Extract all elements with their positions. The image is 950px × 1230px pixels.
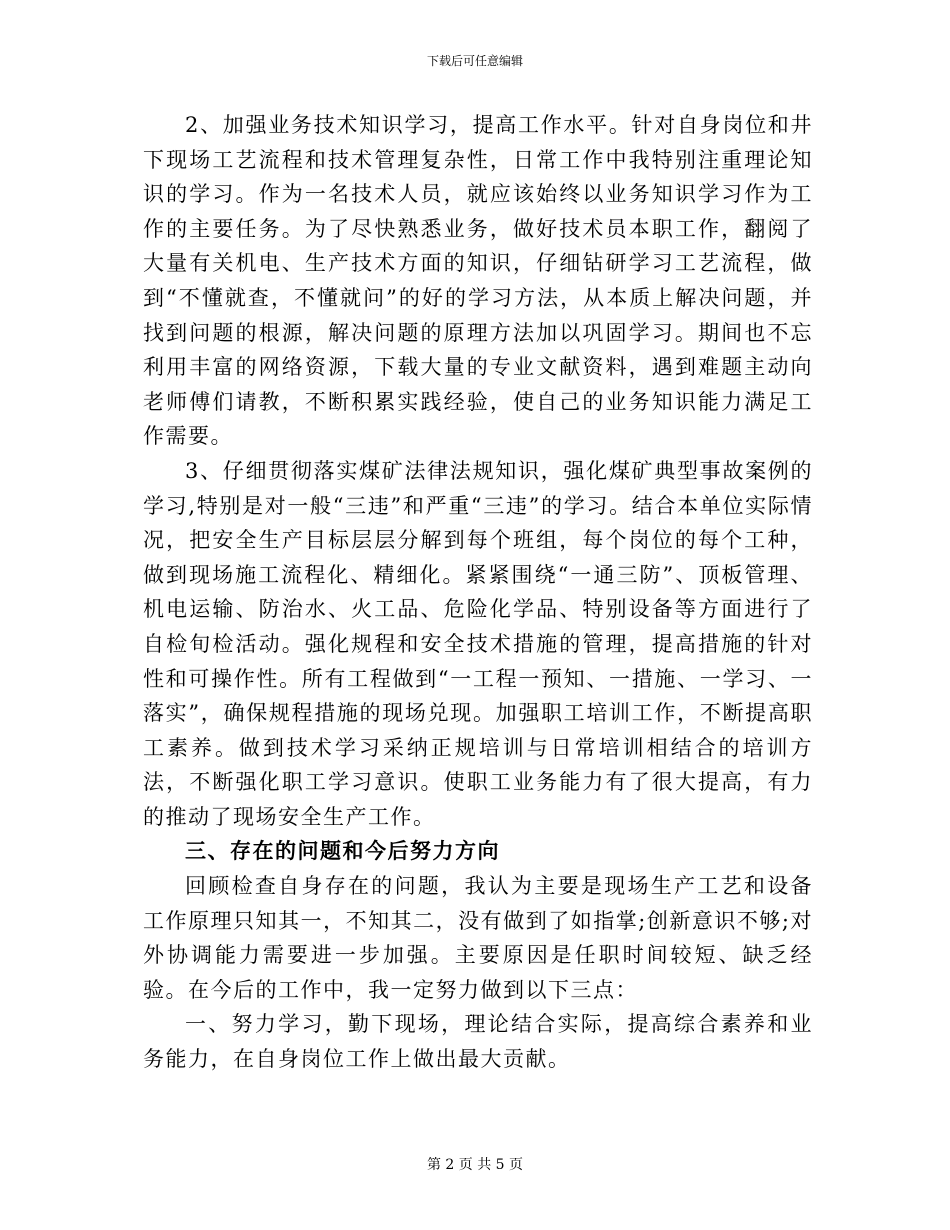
paragraph-safety-regulations: 3、仔细贯彻落实煤矿法律法规知识，强化煤矿典型事故案例的学习,特别是对一般“三违”和严重“三违”的学习。结合本单位实际情况，把安全生产目标层层分解到每个班组，每个岗位的每个工种，做到现场施工流程化、精细化。紧紧围绕“一通三防”、顶板管理、机电运输、防治水、火工品、危险化学品、特别设备等方面进行了自检旬检活动。强化规程和安全技术措施的管理，提高措施的针对性和可操作性。所有工程做到“一工程一预知、一措施、一学习、一落实”，确保规程措施的现场兑现。加强职工培训工作，不断提高职工素养。做到技术学习采纳正规培训与日常培训相结合的培训方法，不断强化职工学习意识。使职工业务能力有了很大提高，有力的推动了现场安全生产工作。 xyxy=(143,458,813,829)
paragraph-study-business-knowledge: 2、加强业务技术知识学习，提高工作水平。针对自身岗位和井下现场工艺流程和技术管理复杂性，日常工作中我特别注重理论知识的学习。作为一名技术人员，就应该始终以业务知识学习作为工作的主要任务。为了尽快熟悉业务，做好技术员本职工作，翻阅了大量有关机电、生产技术方面的知识，仔细钻研学习工艺流程，做到“不懂就查，不懂就问”的好的学习方法，从本质上解决问题，并找到问题的根源，解决问题的原理方法加以巩固学习。期间也不忘利用丰富的网络资源，下载大量的专业文献资料，遇到难题主动向老师傅们请教，不断积累实践经验，使自己的业务知识能力满足工作需要。 xyxy=(143,113,813,449)
document-body xyxy=(143,108,813,1077)
paragraph-review-problems: 回顾检查自身存在的问题，我认为主要是现场生产工艺和设备工作原理只知其一，不知其二，没有做到了如指掌;创新意识不够;对外协调能力需要进一步加强。主要原因是任职时间较短、缺乏经验。在今后的工作中，我一定努力做到以下三点： xyxy=(143,874,813,1002)
page-footer: 第 2 页 共 5 页 xyxy=(426,1157,524,1173)
page-header: 下载后可任意编辑 xyxy=(426,54,523,68)
section-heading: 三、存在的问题和今后努力方向 xyxy=(185,838,500,864)
paragraph-point-one: 一、努力学习，勤下现场，理论结合实际，提高综合素养和业务能力，在自身岗位工作上做出最大贡献。 xyxy=(143,1012,813,1072)
